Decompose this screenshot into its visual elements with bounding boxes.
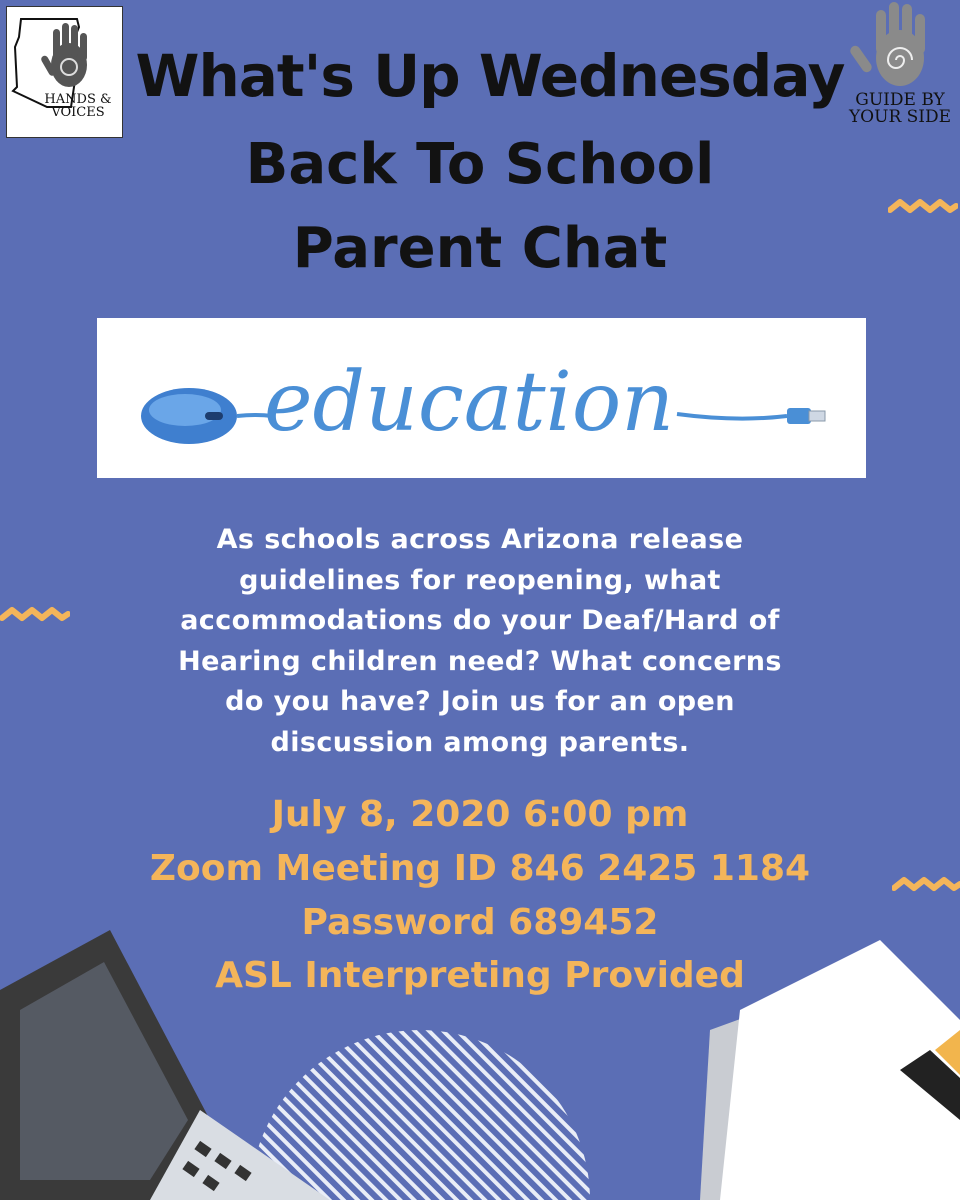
mouse-cable-illustration [97, 318, 866, 478]
description-line: guidelines for reopening, what [239, 564, 721, 596]
subtitle-line-2: Parent Chat [292, 216, 668, 281]
subtitle-line-1: Back To School [245, 132, 715, 197]
description-line: As schools across Arizona release [216, 524, 744, 555]
event-description [140, 520, 820, 763]
description-line: Hearing children need? What concerns [178, 645, 782, 677]
description-line: accommodations do your Deaf/Hard of [180, 605, 780, 636]
squiggle-decoration-top-right [888, 196, 958, 220]
desk-illustration [0, 930, 960, 1200]
squiggle-decoration-left [0, 604, 70, 628]
education-word: education [264, 355, 674, 450]
guide-brand-text: GUIDE BY YOUR SIDE [848, 90, 952, 127]
zoom-password: Password 689452 [301, 902, 659, 943]
striped-circle-decoration [250, 1030, 590, 1200]
page-title: What's Up Wednesday [135, 42, 845, 110]
education-banner-image [97, 318, 866, 478]
zoom-meeting-id: Zoom Meeting ID 846 2425 1184 [149, 848, 811, 889]
asl-note: ASL Interpreting Provided [215, 955, 745, 996]
event-datetime: July 8, 2020 6:00 pm [271, 794, 689, 835]
description-line: discussion among parents. [270, 726, 690, 758]
hands-voices-brand-text: HANDS & VOICES [44, 92, 112, 120]
description-line: do you have? Join us for an open [225, 686, 735, 717]
